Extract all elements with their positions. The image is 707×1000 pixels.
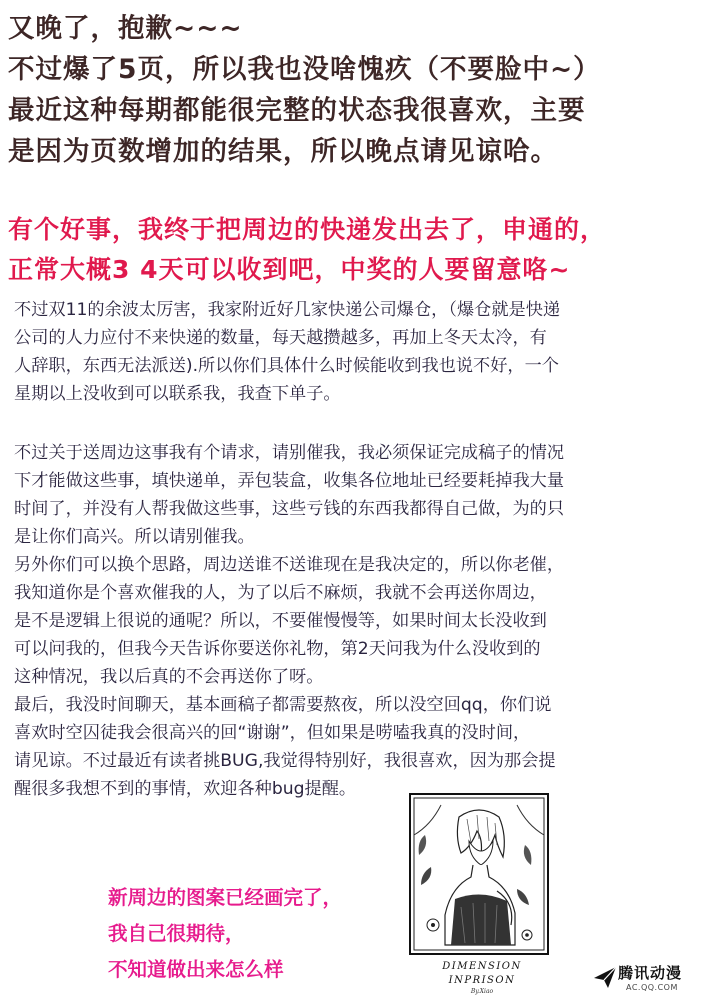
logo-name: 腾讯动漫 [618,964,683,982]
paragraph-line: 可以问我的，但我今天告诉你要送你礼物，第2天问我为什么没收到的 [14,639,541,659]
paragraph-line: 另外你们可以换个思路，周边送谁不送谁现在是我决定的，所以你老催， [14,555,565,575]
intro-heading [8,8,703,172]
paragraph-line: 时间了，并没有人帮我做这些事，这些亏钱的东西我都得自己做，为的只 [14,499,565,519]
logo-domain: AC.QQ.COM [626,983,678,992]
paragraph-line: 不过双11的余波太厉害，我家附近好几家快递公司爆仓，（爆仓就是快递 [14,300,561,320]
paragraph-requests [14,439,694,803]
intro-line: 最近这种每期都能很完整的状态我很喜欢，主要 [8,95,586,126]
intro-line: 又晚了，抱歉~~~ [8,13,243,44]
paragraph-line: 我知道你是个喜欢催我的人，为了以后不麻烦，我就不会再送你周边， [14,583,547,603]
paragraph-line: 这种情况，我以后真的不会再送你了呀。 [14,667,324,687]
announcement-line: 正常大概3 4天可以收到吧，中奖的人要留意咯~ [8,255,571,284]
paragraph-line: 不过关于送周边这事我有个请求，请别催我，我必须保证完成稿子的情况 [14,443,565,463]
artwork-title: DIMENSION INPRISON [442,961,522,986]
paragraph-line: 是让你们高兴。所以请别催我。 [14,527,255,547]
merch-design-note [108,880,408,988]
paragraph-line: 是不是逻辑上很说的通呢？所以，不要催慢慢等，如果时间太长没收到 [14,611,547,631]
paragraph-line: 人辞职，东西无法派送).所以你们具体什么时候能收到我也说不好，一个 [14,356,559,376]
tencent-comics-logo [592,960,702,996]
paragraph-line: 请见谅。不过最近有读者挑BUG,我觉得特别好，我很喜欢，因为那会提 [14,751,556,771]
intro-line: 不过爆了5页，所以我也没啥愧疚（不要脸中~） [8,54,601,85]
merch-artwork-illustration [409,793,549,955]
paragraph-line: 最后，我没时间聊天，基本画稿子都需要熬夜，所以没空回qq，你们说 [14,695,552,715]
paragraph-line: 喜欢时空囚徒我会很高兴的回“谢谢”，但如果是唠嗑我真的没时间， [14,723,531,743]
announcement-line: 有个好事，我终于把周边的快递发出去了，申通的， [8,215,607,244]
paragraph-line: 下才能做这些事，填快递单，弄包装盒，收集各位地址已经要耗掉我大量 [14,471,565,491]
character-sketch [411,795,547,953]
note-line: 不知道做出来怎么样 [108,958,284,981]
paragraph-delivery-delay [14,296,694,408]
intro-line: 是因为页数增加的结果，所以晚点请见谅哈。 [8,136,558,167]
paper-plane-icon [592,964,618,990]
paragraph-line: 公司的人力应付不来快递的数量，每天越攒越多，再加上冬天太冷，有 [14,328,547,348]
artwork-caption [412,960,552,995]
note-line: 我自己很期待， [108,922,245,945]
note-line: 新周边的图案已经画完了， [108,886,343,909]
shipping-announcement [8,210,703,290]
artwork-subtitle: By.Xiao [470,988,494,995]
paragraph-line: 星期以上没收到可以联系我，我查下单子。 [14,384,341,404]
paragraph-line: 醒很多我想不到的事情，欢迎各种bug提醒。 [14,779,357,799]
